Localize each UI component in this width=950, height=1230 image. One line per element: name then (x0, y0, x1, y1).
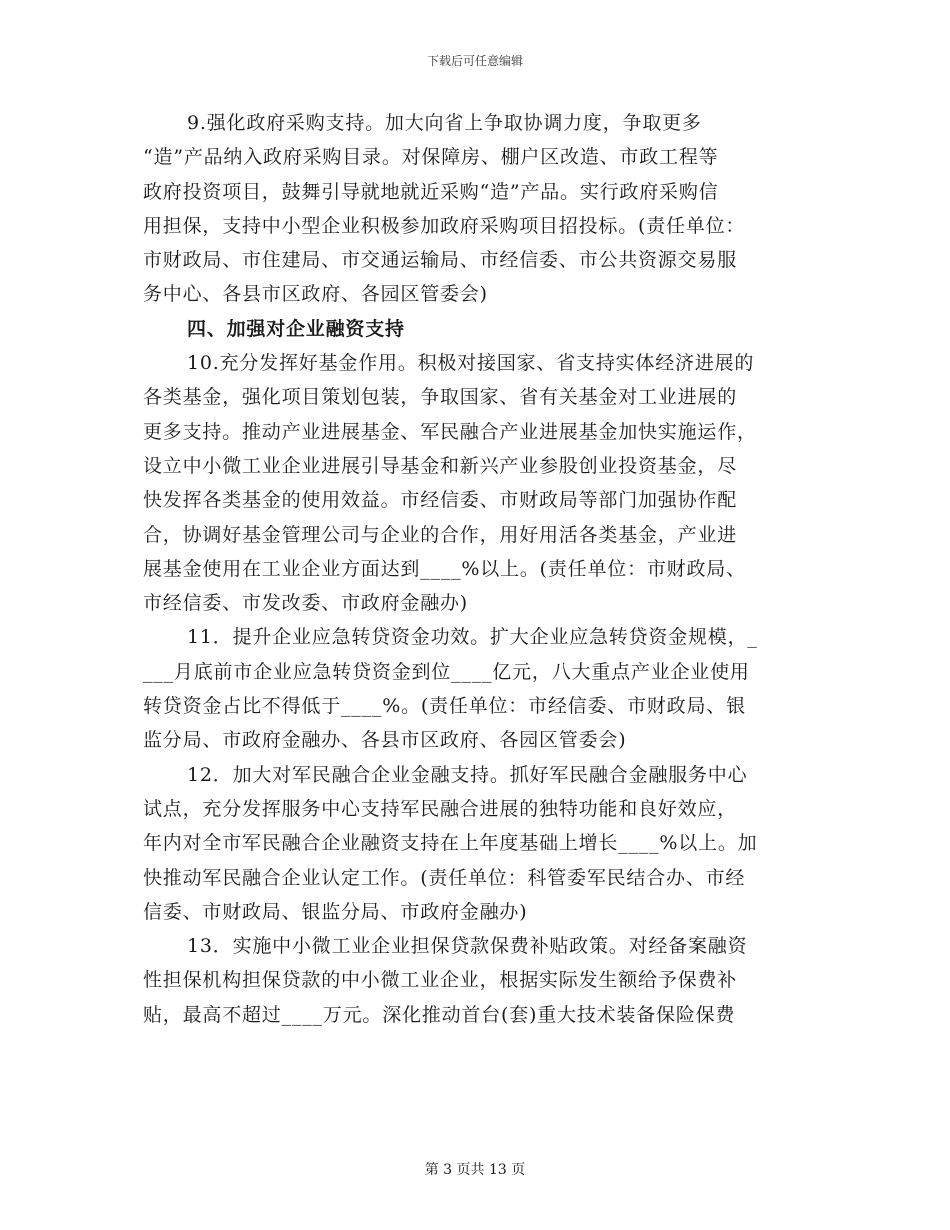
paragraph-line: 13．实施中小微工业企业担保贷款保费补贴政策。对经备案融资 (187, 935, 748, 958)
paragraph-line: 用担保，支持中小型企业积极参加政府采购项目招投标。(责任单位： (143, 214, 746, 237)
paragraph-line: 务中心、各县市区政府、各园区管委会) (143, 283, 488, 306)
paragraph-line: 监分局、市政府金融办、各县市区政府、各园区管委会) (143, 729, 627, 752)
document-body (143, 106, 808, 1032)
paragraph-line: 9.强化政府采购支持。加大向省上争取协调力度，争取更多 (187, 112, 702, 134)
paragraph-line: 10.充分发挥好基金作用。积极对接国家、省支持实体经济进展的 (187, 352, 755, 375)
paragraph-line: 各类基金，强化项目策划包装，争取国家、省有关基金对工业进展的 (143, 386, 738, 409)
paragraph-line: 合，协调好基金管理公司与企业的合作，用好用活各类基金，产业进 (143, 523, 738, 546)
paragraph-line: 贴，最高不超过____万元。深化推动首台(套)重大技术装备保险保费 (143, 1003, 736, 1026)
paragraph-line: 11．提升企业应急转贷资金功效。扩大企业应急转贷资金规模，_ (187, 626, 758, 649)
paragraph-line: 信委、市财政局、银监分局、市政府金融办) (143, 900, 528, 923)
paragraph-line: 12．加大对军民融合企业金融支持。抓好军民融合金融服务中心 (187, 763, 748, 786)
paragraph-line: 快推动军民融合企业认定工作。(责任单位：科管委军民结合办、市经 (143, 866, 746, 889)
paragraph-line: 政府投资项目，鼓舞引导就地就近采购“造”产品。实行政府采购信 (143, 180, 719, 203)
paragraph-line: 更多支持。推动产业进展基金、军民融合产业进展基金加快实施运作， (143, 420, 757, 443)
paragraph-line: 展基金使用在工业企业方面达到____%以上。(责任单位：市财政局、 (143, 557, 746, 580)
paragraph-line: 转贷资金占比不得低于____%。(责任单位：市经信委、市财政局、银 (143, 695, 746, 718)
page-header: 下载后可任意编辑 (426, 54, 523, 68)
paragraph-line: 快发挥各类基金的使用效益。市经信委、市财政局等部门加强协作配 (143, 489, 738, 512)
section-heading: 四、加强对企业融资支持 (187, 317, 405, 340)
paragraph-line: 市财政局、市住建局、市交通运输局、市经信委、市公共资源交易服 (143, 249, 738, 272)
page-footer: 第 3 页共 13 页 (424, 1162, 526, 1178)
paragraph-line: 试点，充分发挥服务中心支持军民融合进展的独特功能和良好效应， (143, 797, 738, 820)
paragraph-line: 设立中小微工业企业进展引导基金和新兴产业参股创业投资基金，尽 (143, 454, 738, 477)
paragraph-line: 市经信委、市发改委、市政府金融办) (143, 592, 469, 615)
paragraph-line: 性担保机构担保贷款的中小微工业企业，根据实际发生额给予保费补 (143, 969, 738, 992)
paragraph-line: 年内对全市军民融合企业融资支持在上年度基础上增长____%以上。加 (143, 832, 758, 855)
paragraph-line: “造”产品纳入政府采购目录。对保障房、棚户区改造、市政工程等 (143, 146, 719, 169)
paragraph-line: ___月底前市企业应急转贷资金到位____亿元，八大重点产业企业使用 (143, 660, 750, 683)
